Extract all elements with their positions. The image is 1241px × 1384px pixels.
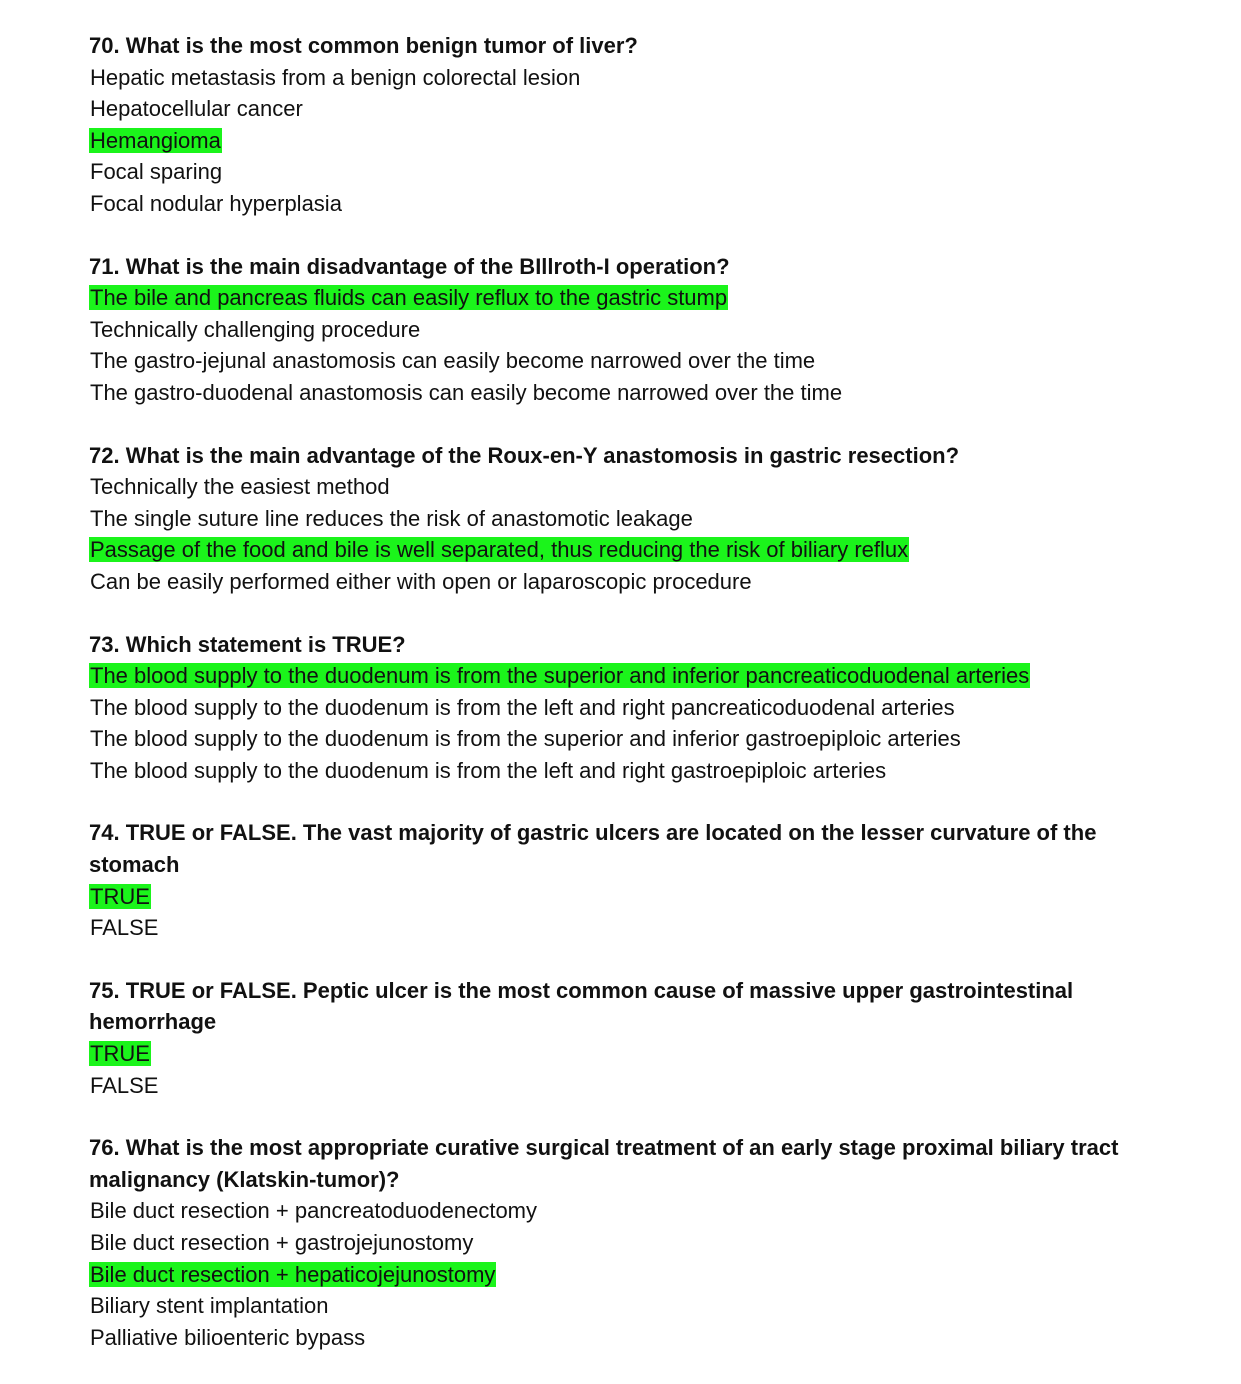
question-block-75 [89, 975, 1189, 1101]
answer-option-correct: TRUE [90, 1041, 150, 1067]
answer-option: Palliative bilioenteric bypass [90, 1324, 366, 1350]
answer-option: FALSE [90, 1072, 159, 1098]
answer-option: The blood supply to the duodenum is from the superior and inferior gastroepiploic arteries [90, 726, 961, 752]
answer-option: Focal sparing [90, 159, 223, 185]
question-block-71 [89, 251, 1189, 409]
answer-option: Hepatic metastasis from a benign colorectal lesion [90, 64, 581, 90]
answer-option: FALSE [90, 915, 159, 941]
quiz-document [89, 30, 1189, 1384]
answer-option: Technically the easiest method [90, 474, 390, 500]
answer-option-correct: Passage of the food and bile is well separated, thus reducing the risk of biliary reflux [90, 537, 909, 563]
answer-option: Hepatocellular cancer [90, 96, 303, 122]
question-block-72 [89, 440, 1189, 598]
question-block-74 [89, 817, 1189, 943]
answer-option: Technically challenging procedure [90, 316, 421, 342]
answer-option: The gastro-duodenal anastomosis can easily become narrowed over the time [90, 379, 843, 405]
answer-option: The single suture line reduces the risk of anastomotic leakage [90, 505, 693, 531]
answer-option: Can be easily performed either with open or laparoscopic procedure [90, 568, 752, 594]
answer-option-correct: TRUE [90, 883, 150, 909]
question-block-76 [89, 1132, 1189, 1353]
answer-option: Biliary stent implantation [90, 1293, 329, 1319]
question-title: 71. What is the main disadvantage of the BIllroth-I operation? [89, 253, 730, 279]
answer-option: Bile duct resection + gastrojejunostomy [90, 1230, 474, 1255]
answer-option: Bile duct resection + pancreatoduodenectomy [90, 1198, 538, 1224]
question-title: 75. TRUE or FALSE. Peptic ulcer is the most common cause of massive upper gastrointestinal hemorrhage [89, 977, 1074, 1035]
question-block-73 [89, 629, 1189, 787]
question-title: 72. What is the main advantage of the Roux-en-Y anastomosis in gastric resection? [89, 442, 960, 468]
answer-option-correct: The bile and pancreas fluids can easily reflux to the gastric stump [90, 285, 728, 311]
question-title: 74. TRUE or FALSE. The vast majority of gastric ulcers are located on the lesser curvature of the stomach [89, 820, 1097, 878]
question-title: 70. What is the most common benign tumor of liver? [89, 33, 638, 58]
answer-option-correct: The blood supply to the duodenum is from the superior and inferior pancreaticoduodenal arteries [90, 663, 1030, 689]
answer-option: The blood supply to the duodenum is from the left and right pancreaticoduodenal arteries [90, 694, 955, 720]
answer-option-correct: Hemangioma [90, 127, 221, 153]
answer-option: Focal nodular hyperplasia [90, 190, 342, 216]
question-title: 73. Which statement is TRUE? [89, 631, 406, 657]
answer-option: The blood supply to the duodenum is from the left and right gastroepiploic arteries [90, 757, 887, 783]
question-block-70 [89, 30, 1189, 220]
answer-option: The gastro-jejunal anastomosis can easily become narrowed over the time [90, 348, 816, 374]
answer-option-correct: Bile duct resection + hepaticojejunostomy [90, 1261, 496, 1287]
question-title: 76. What is the most appropriate curative surgical treatment of an early stage proximal biliary tract malignancy (Klatskin-tumor)? [89, 1135, 1119, 1192]
